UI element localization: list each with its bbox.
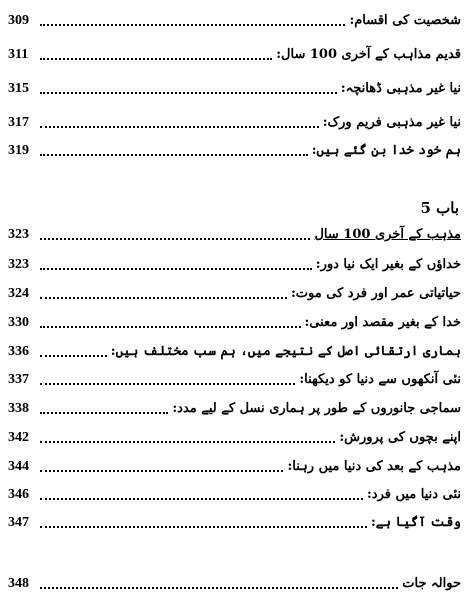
chapter-heading: باب 5 — [420, 199, 459, 217]
toc-page-number: 330 — [8, 315, 29, 330]
toc-page-number: 337 — [8, 372, 29, 387]
toc-entry[interactable] — [8, 392, 461, 418]
toc-entry[interactable] — [8, 4, 461, 30]
toc-entry[interactable] — [8, 421, 461, 447]
toc-entry-title: مذہب کے بعد کی دنیا میں رہنا: — [287, 459, 461, 474]
toc-leader-dots — [40, 238, 310, 240]
toc-leader-dots — [40, 154, 308, 156]
toc-entry-title: ہم خود خدا بن گئے ہیں: — [311, 143, 461, 158]
toc-page-number: 344 — [8, 459, 29, 474]
toc-entry-title: حوالہ جات — [402, 576, 461, 591]
toc-entry-title: شخصیت کی اقسام: — [349, 13, 461, 28]
toc-entry[interactable] — [8, 248, 461, 274]
toc-entry[interactable] — [8, 134, 461, 160]
toc-leader-dots — [40, 526, 367, 528]
toc-leader-dots — [40, 326, 301, 328]
toc-page-number: 336 — [8, 344, 29, 359]
toc-entry[interactable] — [8, 277, 461, 303]
toc-entry[interactable] — [8, 306, 461, 332]
toc-leader-dots — [40, 355, 107, 357]
toc-page-number: 317 — [8, 115, 29, 130]
toc-entry-title: نیا غیر مذہبی فریم ورک: — [322, 115, 461, 130]
toc-entry-title: خداؤں کے بغیر ایک نیا دور: — [315, 257, 461, 272]
toc-page-number: 319 — [8, 143, 29, 158]
toc-page-number: 309 — [8, 13, 29, 28]
toc-entry-title: نیا غیر مذہبی ڈھانچہ: — [340, 81, 461, 96]
toc-entry[interactable] — [8, 72, 461, 98]
toc-entry-title: نئی دنیا میں فرد: — [366, 487, 461, 502]
toc-leader-dots — [40, 587, 398, 589]
toc-page-number: 324 — [8, 286, 29, 301]
toc-page-number: 315 — [8, 81, 29, 96]
toc-page-number: 311 — [8, 47, 29, 62]
toc-entry[interactable] — [8, 335, 461, 361]
toc-leader-dots — [40, 383, 295, 385]
toc-entry[interactable] — [8, 363, 461, 389]
chapter-title-entry[interactable] — [8, 218, 461, 244]
toc-entry-title: خدا کے بغیر مقصد اور معنی: — [304, 315, 461, 330]
toc-leader-dots — [40, 268, 312, 270]
toc-entry[interactable] — [8, 38, 461, 64]
toc-leader-dots — [40, 92, 337, 94]
toc-page-number: 323 — [8, 257, 29, 272]
toc-leader-dots — [40, 126, 319, 128]
toc-entry-title: حیاتیاتی عمر اور فرد کی موت: — [290, 286, 461, 301]
toc-page-number: 347 — [8, 515, 29, 530]
toc-entry[interactable] — [8, 506, 461, 532]
toc-page-number: 342 — [8, 430, 29, 445]
toc-entry-references[interactable] — [8, 567, 461, 593]
toc-leader-dots — [40, 498, 363, 500]
toc-leader-dots — [40, 441, 335, 443]
toc-entry-title: نئی آنکھوں سے دنیا کو دیکھنا: — [299, 372, 461, 387]
toc-page-number: 346 — [8, 487, 29, 502]
toc-entry[interactable] — [8, 478, 461, 504]
toc-entry-title: اپنے بچوں کی پرورش: — [339, 430, 461, 445]
toc-entry[interactable] — [8, 450, 461, 476]
toc-leader-dots — [40, 470, 283, 472]
toc-leader-dots — [40, 24, 345, 26]
toc-page-number: 338 — [8, 401, 29, 416]
toc-page-number: 348 — [8, 576, 29, 591]
toc-entry-title: قدیم مذاہب کے آخری 100 سال: — [276, 47, 461, 62]
toc-leader-dots — [40, 297, 287, 299]
toc-entry-title: سماجی جانوروں کے طور پر ہماری نسل کے لیے مدد: — [172, 401, 461, 416]
toc-entry[interactable] — [8, 106, 461, 132]
toc-leader-dots — [40, 58, 272, 60]
toc-entry-title: وقت آگیا ہے: — [370, 515, 461, 530]
toc-page-number: 323 — [8, 227, 29, 242]
toc-entry-title: ہماری ارتقائی اصل کے نتیجے میں، ہم سب مختلف ہیں: — [110, 344, 461, 359]
toc-leader-dots — [40, 412, 168, 414]
chapter-title: مذہب کے آخری 100 سال — [314, 227, 461, 242]
